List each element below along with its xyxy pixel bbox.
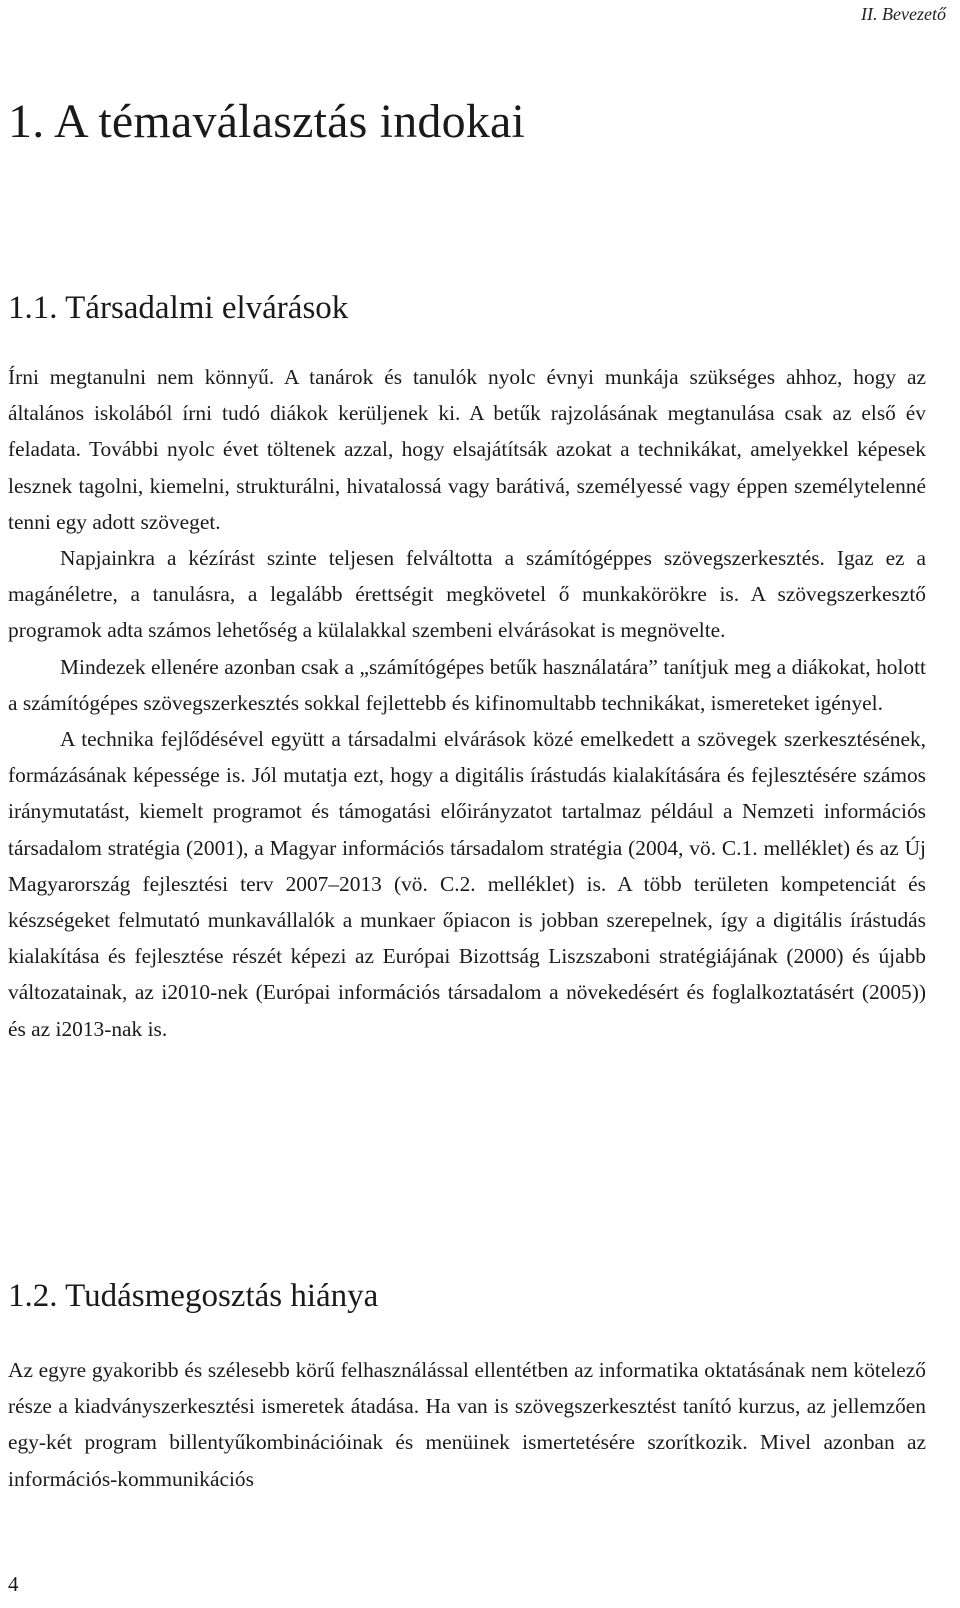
paragraph: Írni megtanulni nem könnyű. A tanárok és tanulók nyolc évnyi munkája szükséges ahhoz, hogy az általános iskolából írni tudó diákok kerüljenek ki. A betűk rajzolásának megtanulása csak az első év feladata. További nyolc évet töltenek azzal, hogy elsajátítsák azokat a technikákat, amelyekkel képesek lesznek tagolni, kiemelni, strukturálni, hivatalossá vagy barátivá, személyessé vagy éppen személytelenné tenni egy adott szöveget. <box>8 365 926 534</box>
running-head: II. Bevezető <box>861 4 946 24</box>
paragraph: Mindezek ellenére azonban csak a „számítógépes betűk használatára” tanítjuk meg a diákokat, holott a számítógépes szövegszerkesztés sokkal fejlettebb és kifinomultabb technikákat, ismereteket igényel. <box>8 654 926 715</box>
section-body-knowledge-sharing <box>8 1352 926 1497</box>
section-title-social-expectations: 1.1. Társadalmi elvárások <box>8 290 349 326</box>
section-body-social-expectations <box>8 359 926 1047</box>
page-number: 4 <box>8 1572 19 1596</box>
paragraph: Az egyre gyakoribb és szélesebb körű felhasználással ellentétben az informatika oktatásának nem kötelező része a kiadványszerkesztési ismeretek átadása. Ha van is szövegszerkesztést tanító kurzus, az jellemzően egy-két program billentyűkombinációinak és menüinek ismertetésére szorítkozik. Mivel azonban az információs-kommunikációs <box>8 1358 926 1491</box>
paragraph: Napjainkra a kézírást szinte teljesen felváltotta a számítógéppes szövegszerkesztés. Igaz ez a magánéletre, a tanulásra, a legalább érettségit megkövetel ő munkakörökre is. A szövegszerkesztő programok adta számos lehetőség a külalakkal szembeni elvárásokat is megnövelte. <box>8 546 926 643</box>
chapter-title: 1. A témaválasztás indokai <box>8 95 526 148</box>
section-title-knowledge-sharing: 1.2. Tudásmegosztás hiánya <box>8 1278 379 1314</box>
paragraph: A technika fejlődésével együtt a társadalmi elvárások közé emelkedett a szövegek szerkesztésének, formázásának képessége is. Jól mutatja ezt, hogy a digitális írástudás kialakítására és fejlesztésére számos iránymutatást, kiemelt programot és támogatási előirányzatot tartalmaz például a Nemzeti információs társadalom stratégia (2001), a Magyar információs társadalom stratégia (2004, vö. C.1. melléklet) és az Új Magyarország fejlesztési terv 2007–2013 (vö. C.2. melléklet) is. A több területen kompetenciát és készségeket felmutató munkavállalók a munkaer őpiacon is jobban szerepelnek, így a digitális írástudás kialakítása és fejlesztése részét képezi az Európai Bizottság Liszszaboni stratégiájának (2000) és újabb változatainak, az i2010-nek (Európai információs társadalom a növekedésért és foglalkoztatásért (2005)) és az i2013-nak is. <box>8 727 926 1041</box>
